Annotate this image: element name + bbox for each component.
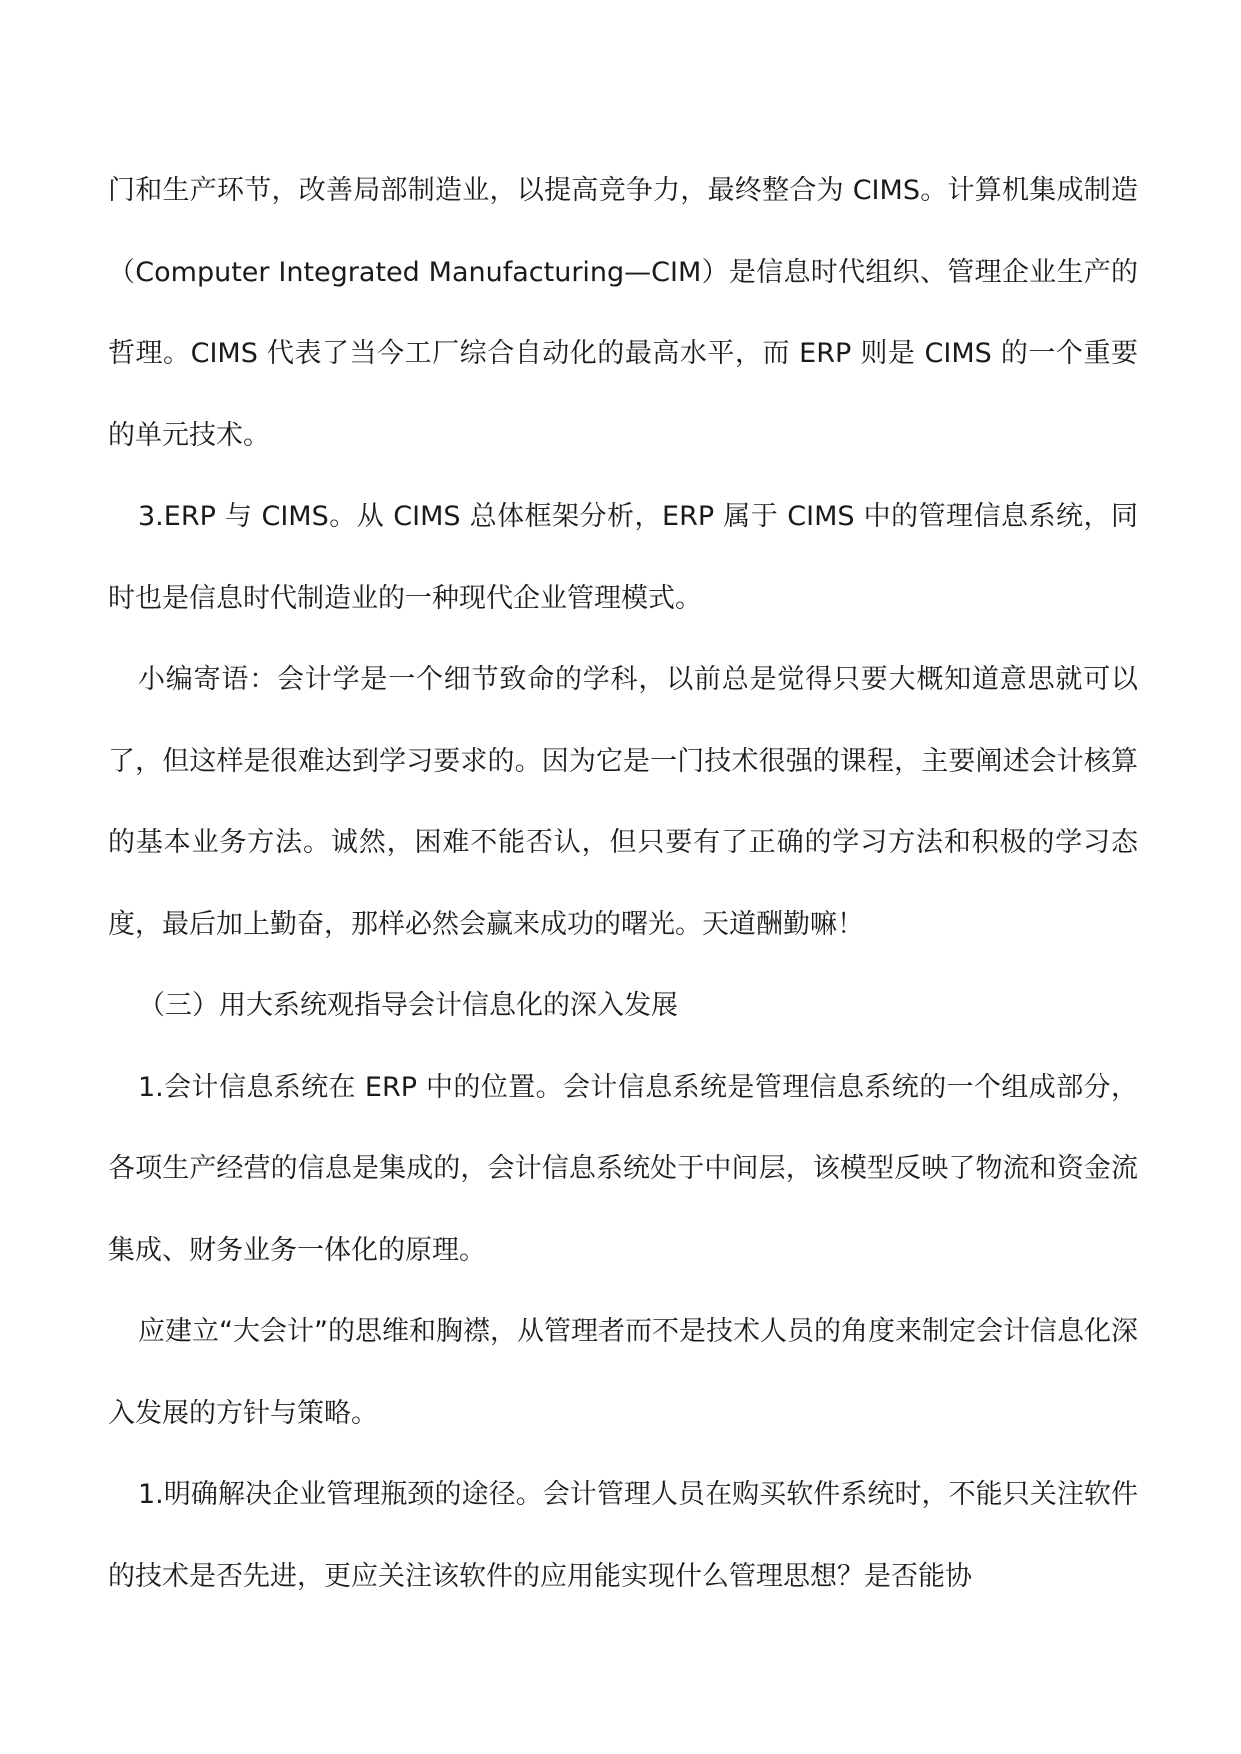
paragraph-bottleneck: 1.明确解决企业管理瓶颈的途径。会计管理人员在购买软件系统时，不能只关注软件的技术是否先进，更应关注该软件的应用能实现什么管理思想？是否能协 bbox=[108, 1479, 1138, 1592]
paragraph-ais-position: 1.会计信息系统在 ERP 中的位置。会计信息系统是管理信息系统的一个组成部分，各项生产经营的信息是集成的，会计信息系统处于中间层，该模型反映了物流和资金流集成、财务业务一体化的原理。 bbox=[108, 1071, 1138, 1266]
section-heading: （三）用大系统观指导会计信息化的深入发展 bbox=[138, 990, 678, 1021]
paragraph-big-accounting: 应建立“大会计”的思维和胸襟，从管理者而不是技术人员的角度来制定会计信息化深入发展的方针与策略。 bbox=[108, 1316, 1138, 1429]
paragraph-erp-cims: 3.ERP 与 CIMS。从 CIMS 总体框架分析，ERP 属于 CIMS 中的管理信息系统，同时也是信息时代制造业的一种现代企业管理模式。 bbox=[108, 501, 1138, 614]
paragraph-editor-note: 小编寄语：会计学是一个细节致命的学科，以前总是觉得只要大概知道意思就可以了，但这样是很难达到学习要求的。因为它是一门技术很强的课程，主要阐述会计核算的基本业务方法。诚然，困难不能否认，但只要有了正确的学习方法和积极的学习态度，最后加上勤奋，那样必然会赢来成功的曙光。天道酬勤嘛！ bbox=[108, 664, 1138, 940]
paragraph-cims-definition: 门和生产环节，改善局部制造业，以提高竞争力，最终整合为 CIMS。计算机集成制造（Computer Integrated Manufacturing—CIM）是信息时代组织、管理企业生产的哲理。CIMS 代表了当今工厂综合自动化的最高水平，而 ERP 则是 CIMS 的一个重要的单元技术。 bbox=[108, 175, 1138, 451]
document-page bbox=[108, 150, 1138, 1617]
